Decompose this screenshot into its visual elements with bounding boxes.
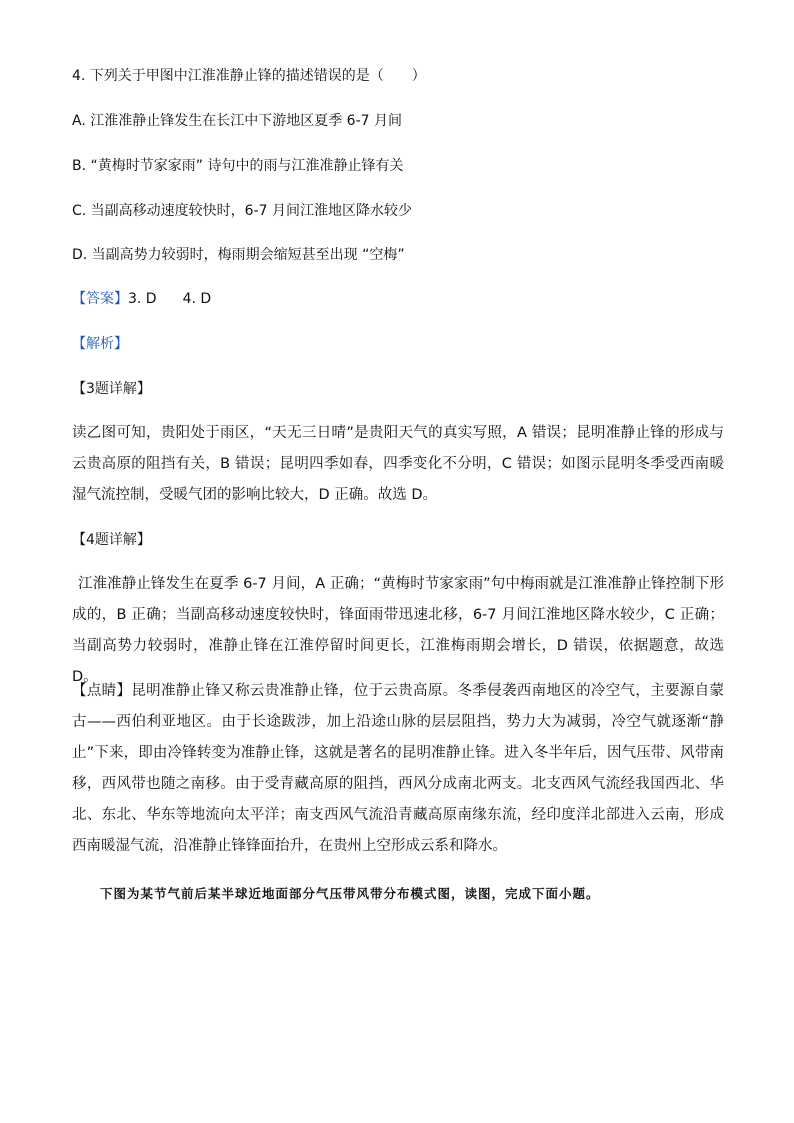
detail-4-text: 江淮准静止锋发生在夏季 6-7 月间，A 正确；“黄梅时节家家雨”句中梅雨就是江淮准静止锋控制下形成的，B 正确；当副高移动速度较快时，锋面雨带迅速北移，6-7 月间江淮地区降水较少，C 正确；当副高势力较弱时，准静止锋在江淮停留时间更长，江淮梅雨期会增长，D 错误，依据题意，故选 D。 [72, 576, 724, 685]
tip-text: 昆明准静止锋又称云贵准静止锋，位于云贵高原。冬季侵袭西南地区的冷空气，主要源自蒙古——西伯利亚地区。由于长途跋涉，加上沿途山脉的层层阻挡，势力大为减弱，冷空气就逐渐“静止”下来，即由冷锋转变为准静止锋，这就是著名的昆明准静止锋。进入冬半年后，因气压带、风带南移，西风带也随之南移。由于受青藏高原的阻挡，西风分成南北两支。北支西风气流经我国西北、华北、东北、华东等地流向太平洋；南支西风气流沿青藏高原南缘东流，经印度洋北部进入云南，形成西南暖湿气流，沿准静止锋锋面抬升，在贵州上空形成云系和降水。 [72, 683, 725, 854]
answer-line [72, 289, 211, 309]
detail-3-text: 读乙图可知，贵阳处于雨区，“天无三日晴”是贵阳天气的真实写照，A 错误；昆明准静止锋的形成与云贵高原的阻挡有关，B 错误；昆明四季如春，四季变化不分明，C 错误；如图示昆明冬季受西南暖湿气流控制，受暖气团的影响比较大，D 正确。故选 D。 [72, 425, 724, 503]
option-a: A. 江淮准静止锋发生在长江中下游地区夏季 6-7 月间 [72, 113, 402, 129]
detail-4-title: 【4题详解】 [72, 532, 151, 548]
option-d: D. 当副高势力较弱时，梅雨期会缩短甚至出现 “空梅” [72, 247, 405, 263]
question-4-stem: 4. 下列关于甲图中江淮准静止锋的描述错误的是（ ） [72, 68, 426, 84]
next-question-intro: 下图为某节气前后某半球近地面部分气压带风带分布模式图，读图，完成下面小题。 [100, 886, 600, 901]
tip-paragraph [72, 676, 724, 862]
option-c: C. 当副高移动速度较快时，6-7 月间江淮地区降水较少 [72, 203, 412, 219]
option-b: B. “黄梅时节家家雨” 诗句中的雨与江淮准静止锋有关 [72, 158, 404, 174]
analysis-tag: 【解析】 [72, 336, 128, 352]
answer-3: 3. D [128, 291, 157, 307]
detail-3-title: 【3题详解】 [72, 381, 151, 397]
tip-tag: 【点睛】 [72, 683, 132, 699]
answer-4: 4. D [182, 291, 212, 307]
analysis-line [72, 334, 128, 354]
answer-tag: 【答案】 [72, 291, 128, 307]
